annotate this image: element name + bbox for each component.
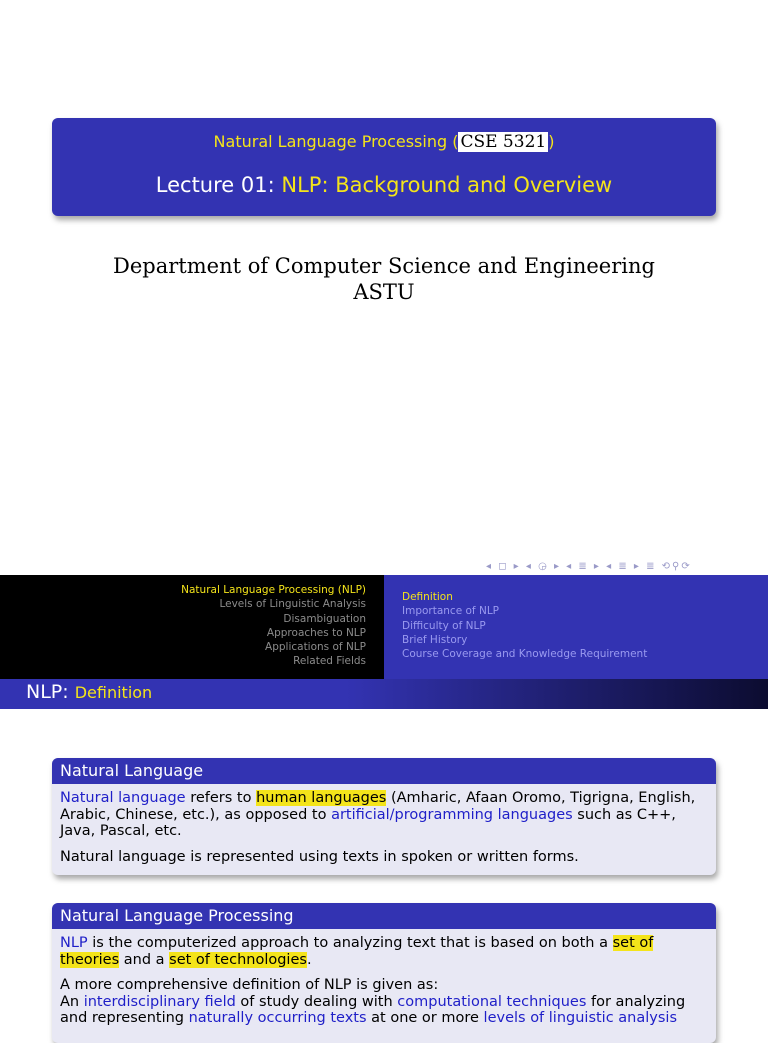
block-body: [52, 929, 716, 1037]
term-highlight: human languages: [256, 790, 387, 806]
paragraph: Natural language is represented using texts in spoken or written forms.: [60, 848, 579, 865]
natural-language-block: [52, 758, 716, 875]
subsection-item-difficulty[interactable]: Difficulty of NLP: [402, 619, 486, 632]
section-navigation: [0, 575, 384, 679]
text-span: at one or more: [366, 1010, 484, 1026]
text-span: such as C++, Java, Pascal, etc.: [60, 806, 676, 839]
frame-title: [26, 681, 152, 703]
title-box: [52, 118, 716, 216]
term-highlight: set of theories: [60, 935, 654, 968]
text-span: of study dealing with: [235, 993, 398, 1010]
text-span: .: [306, 951, 312, 968]
block-title: Natural Language: [52, 758, 716, 784]
term-highlight: Natural language: [60, 790, 186, 806]
lecture-title-line: [52, 173, 716, 197]
section-item-disambiguation[interactable]: Disambiguation: [283, 612, 366, 625]
term-highlight: interdisciplinary field: [83, 993, 236, 1010]
nlp-definition-block: [52, 903, 716, 1043]
block-body: [52, 784, 716, 875]
text-span: A more comprehensive definition of NLP is given as:: [60, 977, 439, 993]
frame-title-sub: Definition: [74, 683, 153, 702]
term-highlight: naturally occurring texts: [188, 1010, 367, 1026]
text-span: for analyzing and representing: [60, 993, 686, 1026]
beamer-navigation-icons[interactable]: ◂ ◻ ▸ ◂ ◶ ▸ ◂ ≣ ▸ ◂ ≣ ▸ ≣ ⟲⚲⟳: [486, 561, 692, 572]
section-item-related-fields[interactable]: Related Fields: [293, 655, 366, 668]
section-item-levels[interactable]: Levels of Linguistic Analysis: [219, 598, 366, 611]
term-highlight: levels of linguistic analysis: [483, 1010, 678, 1026]
frame-title-bar: [0, 679, 768, 709]
text-span: and a: [119, 951, 170, 968]
subsection-navigation: [384, 575, 768, 679]
term-highlight: computational techniques: [397, 993, 587, 1010]
paragraph: [60, 935, 708, 968]
text-span: An: [60, 993, 84, 1010]
term-highlight: set of technologies: [169, 951, 307, 968]
lecture-title: NLP: Background and Overview: [281, 173, 613, 197]
paragraph: [60, 790, 708, 840]
subsection-item-importance[interactable]: Importance of NLP: [402, 605, 500, 618]
frame-title-main: NLP:: [26, 681, 69, 703]
section-item-approaches[interactable]: Approaches to NLP: [266, 626, 366, 639]
block-title: Natural Language Processing: [52, 903, 716, 929]
slide-header-navigation: [0, 575, 768, 679]
paragraph: [60, 977, 708, 1027]
subsection-item-history[interactable]: Brief History: [402, 633, 468, 646]
university-name: ASTU: [353, 280, 415, 304]
subsection-item-definition[interactable]: Definition: [402, 591, 453, 603]
course-title: Natural Language Processing: [213, 132, 448, 151]
subsection-item-coverage[interactable]: Course Coverage and Knowledge Requirement: [402, 648, 648, 661]
text-span: refers to: [185, 790, 257, 806]
course-title-line: Natural Language Processing ( CSE 5321 ): [213, 132, 555, 152]
section-item-applications[interactable]: Applications of NLP: [265, 641, 366, 654]
department-name: Department of Computer Science and Engineering: [113, 254, 655, 278]
term-highlight: NLP: [60, 935, 88, 951]
lecture-prefix: Lecture 01:: [155, 173, 275, 197]
course-code: CSE 5321: [460, 132, 547, 152]
term-highlight: artificial/programming languages: [331, 806, 573, 823]
text-span: is the computerized approach to analyzing text that is based on both a: [87, 935, 613, 951]
institute-block: [0, 253, 768, 305]
text-span: (Amharic, Afaan Oromo, Tigrigna, English, Arabic, Chinese, etc.), as opposed to: [60, 790, 696, 823]
section-item-nlp[interactable]: Natural Language Processing (NLP): [181, 584, 366, 596]
